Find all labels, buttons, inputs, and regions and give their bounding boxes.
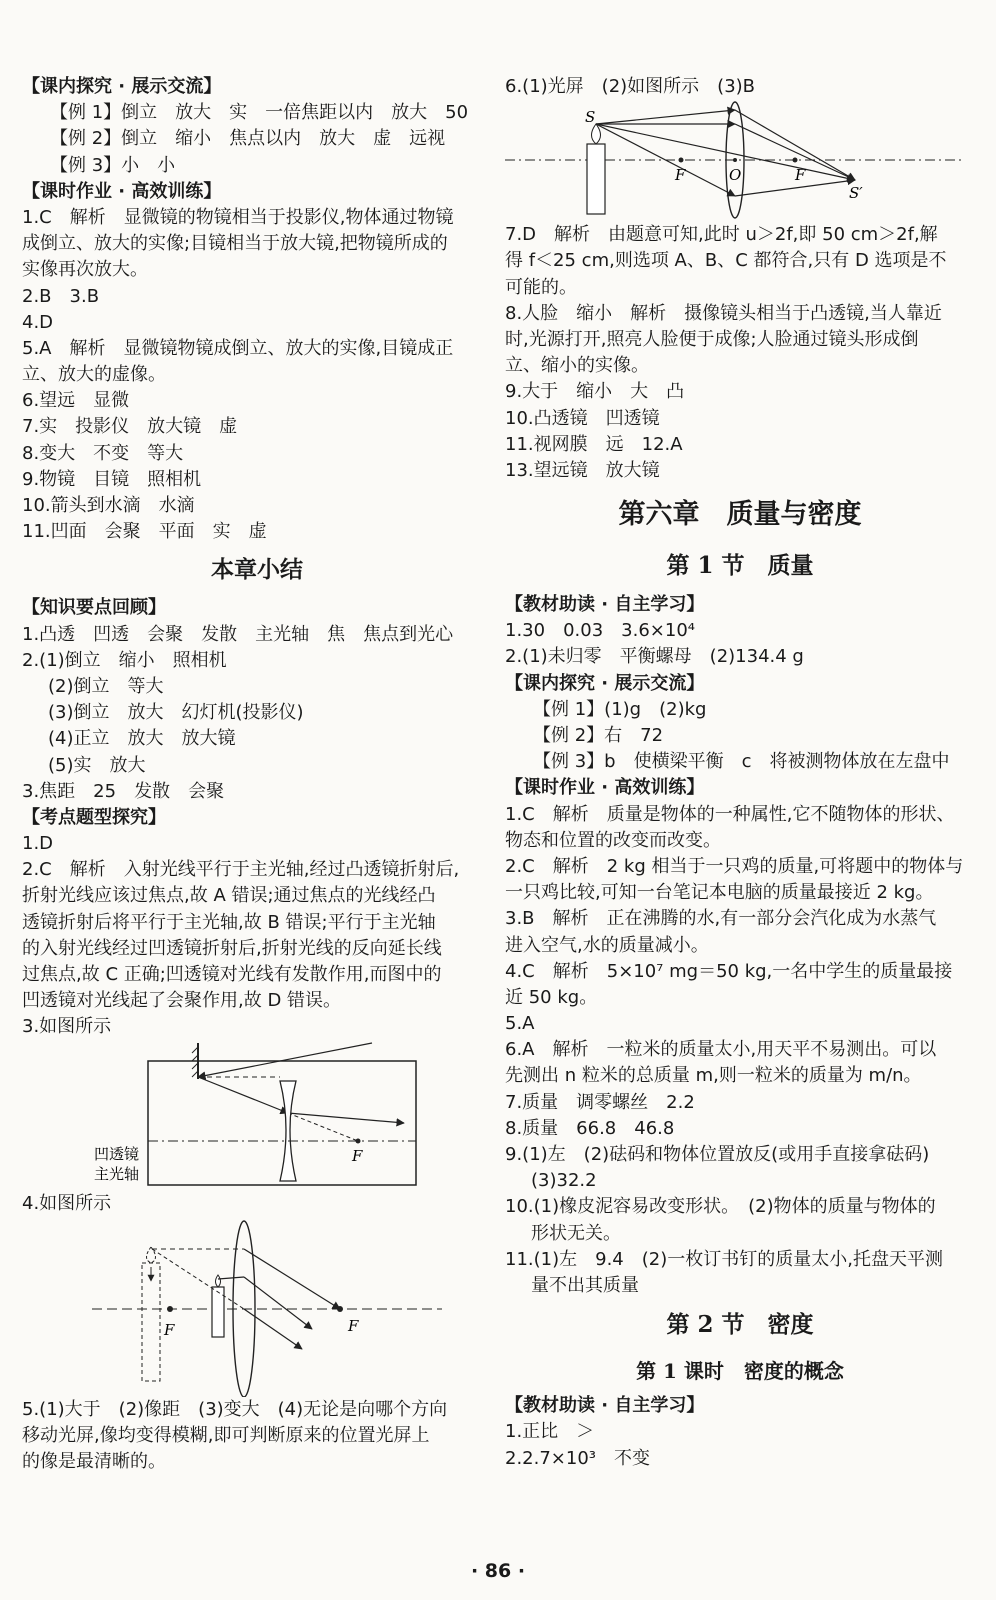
answer-line: 1.C 解析 质量是物体的一种属性,它不随物体的形状、 <box>505 803 955 825</box>
section-heading: 【课内探究 · 展示交流】 <box>505 672 705 694</box>
figure-convex-lens-real-image <box>505 100 975 222</box>
answer-line: 8.变大 不变 等大 <box>22 442 184 464</box>
answer-line: 4.D <box>22 311 54 333</box>
image-label: S′ <box>849 184 863 203</box>
answer-line: 时,光源打开,照亮人脸便于成像;人脸通过镜头形成倒 <box>505 328 919 350</box>
answer-line: 1.D <box>22 833 54 855</box>
section-heading: 【知识要点回顾】 <box>22 597 166 619</box>
answer-line: 10.(1)橡皮泥容易改变形状。 (2)物体的质量与物体的 <box>505 1196 936 1218</box>
source-label: S <box>585 108 596 127</box>
answer-line: 11.视网膜 远 12.A <box>505 433 683 455</box>
summary-title: 本章小结 <box>211 556 303 584</box>
answer-line: 【例 1】倒立 放大 实 一倍焦距以内 放大 50 <box>50 102 469 124</box>
section-title: 第 1 节 质量 <box>666 552 814 580</box>
answer-line: (5)实 放大 <box>48 754 146 776</box>
answer-line: 9.(1)左 (2)砝码和物体位置放反(或用手直接拿砝码) <box>505 1144 930 1165</box>
answer-line: 【例 1】(1)g (2)kg <box>533 698 707 720</box>
left-column <box>22 74 492 1475</box>
answer-line: 5.(1)大于 (2)像距 (3)变大 (4)无论是向哪个方向 <box>22 1398 448 1420</box>
answer-line: 一只鸡比较,可知一台笔记本电脑的质量最接近 2 kg。 <box>505 882 934 904</box>
answer-line: (3)32.2 <box>531 1170 597 1192</box>
extension-line <box>288 1113 358 1141</box>
section-heading: 【教材助读 · 自主学习】 <box>505 1395 705 1417</box>
candle <box>587 144 605 214</box>
answer-line: 7.实 投影仪 放大镜 虚 <box>22 416 238 438</box>
answer-line: 先测出 n 粒米的总质量 m,则一粒米的质量为 m/n。 <box>505 1065 922 1087</box>
answer-line: 6.望远 显微 <box>22 390 130 412</box>
section-heading: 【考点题型探究】 <box>22 806 166 828</box>
answer-line: 1.凸透 凹透 会聚 发散 主光轴 焦 焦点到光心 <box>22 623 454 645</box>
answer-line: 移动光屏,像均变得模糊,即可判断原来的位置光屏上 <box>22 1424 430 1446</box>
answer-line: 3.如图所示 <box>22 1016 112 1038</box>
answer-line: 2.B 3.B <box>22 285 100 307</box>
answer-line: 6.(1)光屏 (2)如图所示 (3)B <box>505 76 756 97</box>
answer-line: 11.(1)左 9.4 (2)一枚订书钉的质量太小,托盘天平测 <box>505 1248 943 1270</box>
answer-line: 7.D 解析 由题意可知,此时 u＞2f,即 50 cm＞2f,解 <box>505 224 938 246</box>
reflected-ray <box>198 1077 288 1113</box>
answer-line: 量不出其质量 <box>531 1274 639 1296</box>
answer-line: 3.B 解析 正在沸腾的水,有一部分会汽化成为水蒸气 <box>505 908 937 930</box>
answer-line: (3)倒立 放大 幻灯机(投影仪) <box>48 702 304 724</box>
answer-line: 【例 2】右 72 <box>533 725 664 746</box>
answer-line: 9.大于 缩小 大 凸 <box>505 381 685 403</box>
answer-line: 进入空气,水的质量减小。 <box>505 934 709 956</box>
flame <box>592 124 601 144</box>
answer-line: 的像是最清晰的。 <box>22 1451 166 1473</box>
dashed-center-ray <box>152 1249 244 1309</box>
section-heading: 【教材助读 · 自主学习】 <box>505 594 705 616</box>
lesson-title: 第 1 课时 密度的概念 <box>636 1359 844 1384</box>
axis-label: 主光轴 <box>94 1164 140 1183</box>
chapter-title: 第六章 质量与密度 <box>618 499 862 531</box>
answer-line: 成倒立、放大的实像;目镜相当于放大镜,把物镜所成的 <box>22 233 448 255</box>
answer-line: 3.焦距 25 发散 会聚 <box>22 780 225 802</box>
refracted-ray <box>288 1113 404 1123</box>
answer-line: 2.(1)未归零 平衡螺母 (2)134.4 g <box>505 646 804 668</box>
answer-line: 物态和位置的改变而改变。 <box>505 829 721 851</box>
page-number: · 86 · <box>470 1560 526 1582</box>
section-heading: 【课时作业 · 高效训练】 <box>505 777 705 799</box>
answer-line: (4)正立 放大 放大镜 <box>48 728 236 750</box>
answer-line: 过焦点,故 C 正确;凹透镜对光线有发散作用,而图中的 <box>22 964 442 985</box>
answer-line: 【例 2】倒立 缩小 焦点以内 放大 虚 远视 <box>50 128 446 150</box>
refracted-ray-focus <box>244 1249 340 1309</box>
flame <box>216 1275 221 1287</box>
answer-line: 4.如图所示 <box>22 1192 112 1214</box>
section-heading: 【课内探究 · 展示交流】 <box>22 76 222 97</box>
answer-line: 2.(1)倒立 缩小 照相机 <box>22 649 227 671</box>
answer-line: 9.物镜 目镜 照相机 <box>22 468 202 490</box>
answer-line: 11.凹面 会聚 平面 实 虚 <box>22 521 267 543</box>
lens-label: 凹透镜 <box>94 1144 140 1163</box>
answer-line: 折射光线应该过焦点,故 A 错误;通过焦点的光线经凸 <box>22 885 436 907</box>
answer-line: 形状无关。 <box>531 1222 621 1244</box>
answer-line: 4.C 解析 5×10⁷ mg＝50 kg,一名中学生的质量最接 <box>505 960 953 982</box>
answer-line: 1.C 解析 显微镜的物镜相当于投影仪,物体通过物镜 <box>22 206 454 228</box>
incident-ray <box>198 1043 372 1077</box>
center-label: O <box>729 166 742 185</box>
answer-line: 【例 3】小 小 <box>50 154 176 176</box>
answer-line: 13.望远镜 放大镜 <box>505 459 660 481</box>
candle <box>212 1287 224 1337</box>
section-title: 第 2 节 密度 <box>666 1311 814 1339</box>
answer-line: 的入射光线经过凹透镜折射后,折射光线的反向延长线 <box>22 937 442 959</box>
answer-line: 6.A 解析 一粒米的质量太小,用天平不易测出。可以 <box>505 1039 937 1061</box>
answer-line: 【例 3】b 使横梁平衡 c 将被测物体放在左盘中 <box>533 751 950 773</box>
focus-label-right: F <box>795 166 806 185</box>
answer-line: 2.C 解析 2 kg 相当于一只鸡的质量,可将题中的物体与 <box>505 855 964 877</box>
answer-line: 立、放大的虚像。 <box>22 364 166 386</box>
figure-concave-lens <box>22 1041 492 1191</box>
box-outline <box>148 1061 416 1185</box>
answer-line: 10.凸透镜 凹透镜 <box>505 407 660 429</box>
answer-line: 透镜折射后将平行于主光轴,故 B 错误;平行于主光轴 <box>22 911 436 933</box>
answer-line: 2.2.7×10³ 不变 <box>505 1447 651 1469</box>
section-heading: 【课时作业 · 高效训练】 <box>22 180 222 202</box>
answer-line: 5.A <box>505 1013 535 1035</box>
answer-line: 实像再次放大。 <box>22 259 148 281</box>
answer-line: 8.人脸 缩小 解析 摄像镜头相当于凸透镜,当人靠近 <box>505 302 942 324</box>
answer-line: 近 50 kg。 <box>505 986 598 1008</box>
answer-line: 8.质量 66.8 46.8 <box>505 1117 675 1139</box>
answer-line: 10.箭头到水滴 水滴 <box>22 495 195 516</box>
answer-line: 2.C 解析 入射光线平行于主光轴,经过凸透镜折射后, <box>22 859 460 881</box>
focus-label-right: F <box>348 1316 359 1335</box>
answer-line: 可能的。 <box>505 276 577 298</box>
answer-line: (2)倒立 等大 <box>48 675 164 697</box>
answer-line: 凹透镜对光线起了会聚作用,故 D 错误。 <box>22 990 342 1012</box>
answer-line: 1.30 0.03 3.6×10⁴ <box>505 620 695 642</box>
focus-label: F <box>352 1146 363 1165</box>
figure-convex-lens-virtual-image <box>22 1217 492 1397</box>
focus-label-left: F <box>675 166 686 185</box>
answer-line: 1.正比 ＞ <box>505 1421 595 1443</box>
answer-line: 得 f＜25 cm,则选项 A、B、C 都符合,只有 D 选项是不 <box>505 250 947 272</box>
focus-label-left: F <box>164 1320 175 1339</box>
right-column <box>505 74 975 1472</box>
answer-line: 5.A 解析 显微镜物镜成倒立、放大的实像,目镜成正 <box>22 337 454 359</box>
concave-lens <box>280 1081 296 1181</box>
answer-line: 7.质量 调零螺丝 2.2 <box>505 1091 695 1113</box>
answer-line: 立、缩小的实像。 <box>505 355 649 377</box>
